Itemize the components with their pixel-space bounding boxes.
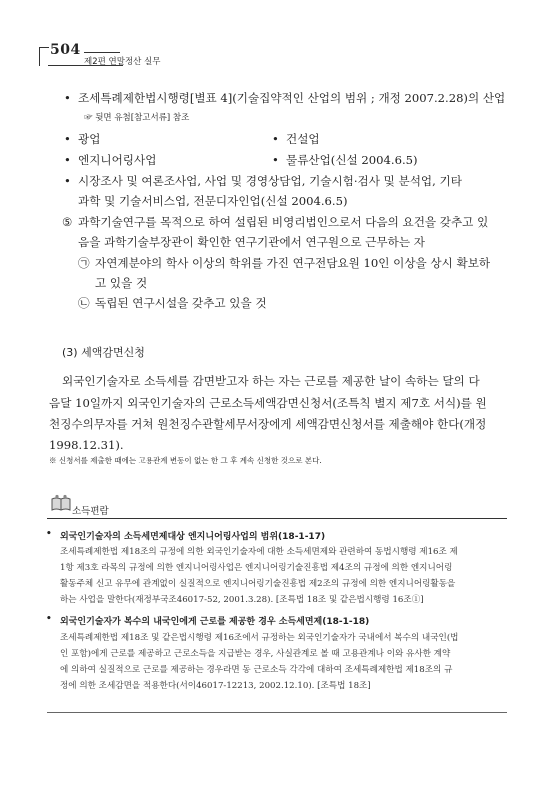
sub-item-b-marker: ㉡ bbox=[78, 296, 90, 310]
paragraph-line: 천징수의무자를 거쳐 원천징수관할세무서장에게 세액감면신청서를 제출해야 한다(개정 bbox=[49, 417, 487, 431]
grid-item-3: • 엔지니어링사업 bbox=[78, 152, 156, 169]
header-underline bbox=[48, 65, 123, 66]
sub-item-a-line: 자연계분야의 학사 이상의 학위를 가진 연구전담요원 10인 이상을 상시 확보하 bbox=[95, 256, 491, 270]
paragraph-line: 외국인기술자로 소득세를 감면받고자 하는 자는 근로를 제공한 날이 속하는 달의 다 bbox=[62, 374, 480, 388]
case-body-line: 에 의하여 실질적으로 근로를 제공하는 경우라면 동 근로소득 각각에 대하여 조세특례제한법 제18조의 규 bbox=[60, 665, 453, 675]
reference-note: ☞ 뒷면 유첨[참고서류] 참조 bbox=[84, 113, 190, 123]
case-body-line: 활동주체 신고 유무에 관계없이 실질적으로 엔지니어링기술진흥법 제2조의 규정에 의한 엔지니어링활동을 bbox=[60, 579, 456, 589]
sub-item-b-line: 독립된 연구시설을 갖추고 있을 것 bbox=[95, 296, 267, 310]
header-bracket bbox=[39, 47, 49, 66]
case-body-line: 정에 의한 조세감면을 적용한다(서이46017-12213, 2002.12.10). [조특법 18조] bbox=[60, 681, 371, 691]
sub-item-a-line: 고 있을 것 bbox=[95, 276, 148, 290]
item-5-marker: ⑤ bbox=[62, 215, 73, 229]
chapter-title: 제2편 연말정산 실무 bbox=[84, 57, 161, 67]
item-5-line: 음을 과학기술부장관이 확인한 연구기관에서 연구원으로 근무하는 자 bbox=[78, 235, 425, 249]
case-title: • 외국인기술자의 소득세면제대상 엔지니어링사업의 범위(18-1-17) bbox=[60, 529, 325, 542]
bullet-item: • 조세특례제한법시행령[별표 4](기술집약적인 산업의 범위 ; 개정 2007.2.28)의 산업 bbox=[78, 90, 505, 107]
case-body-line: 1항 제3호 라목의 규정에 의한 엔지니어링사업은 엔지니어링기술진흥법 제4조의 규정에 의한 엔지니어링 bbox=[60, 563, 453, 573]
case-body-line: 조세특례제한법 제18조 및 같은법시행령 제16조에서 규정하는 외국인기술자가 국내에서 복수의 내국인(법 bbox=[60, 633, 459, 643]
bullet-continuation: 과학 및 기술서비스업, 전문디자인업(신설 2004.6.5) bbox=[78, 194, 348, 208]
case-title: • 외국인기술자가 복수의 내국인에게 근로를 제공한 경우 소득세면제(18-1-18) bbox=[60, 614, 369, 627]
bullet-item: • 시장조사 및 여론조사업, 사업 및 경영상담업, 기술시험·검사 및 분석업, 기타 bbox=[78, 173, 462, 190]
footnote: ※ 신청서를 제출한 때에는 고용관계 변동이 없는 한 그 후 계속 신청한 것으로 본다. bbox=[49, 456, 322, 465]
case-body-line: 하는 사업을 말한다(재정부국조46017-52, 2001.3.28). [조특법 18조 및 같은법시행령 16조①] bbox=[60, 595, 424, 605]
page-number: 504 bbox=[50, 42, 81, 58]
header-rule bbox=[84, 52, 120, 53]
grid-item-4: • 물류산업(신설 2004.6.5) bbox=[286, 152, 418, 169]
item-5-line: 과학기술연구를 목적으로 하여 설립된 비영리법인으로서 다음의 요건을 갖추고 있 bbox=[78, 215, 489, 229]
grid-item-2: • 건설업 bbox=[286, 131, 320, 148]
box-bottom-rule bbox=[47, 712, 507, 713]
case-body-line: 인 포함)에게 근로를 제공하고 근로소득을 지급받는 경우, 사실관계로 볼 때 고용관계나 이와 유사한 계약 bbox=[60, 649, 451, 659]
box-title: 소득편람 bbox=[72, 506, 109, 517]
paragraph-line: 음달 10일까지 외국인기술자의 근로소득세액감면신청서(조특칙 별지 제7호 서식)를 원 bbox=[49, 396, 487, 410]
case-body-line: 조세특례제한법 제18조의 규정에 의한 외국인기술자에 대한 소득세면제와 관련하여 동법시행령 제16조 제 bbox=[60, 547, 458, 557]
grid-item-1: • 광업 bbox=[78, 131, 100, 148]
paragraph-line: 1998.12.31). bbox=[49, 438, 124, 452]
box-top-rule bbox=[47, 518, 507, 519]
section-heading: (3) 세액감면신청 bbox=[62, 346, 145, 359]
sub-item-a-marker: ㉠ bbox=[78, 256, 90, 270]
book-icon bbox=[50, 494, 72, 512]
